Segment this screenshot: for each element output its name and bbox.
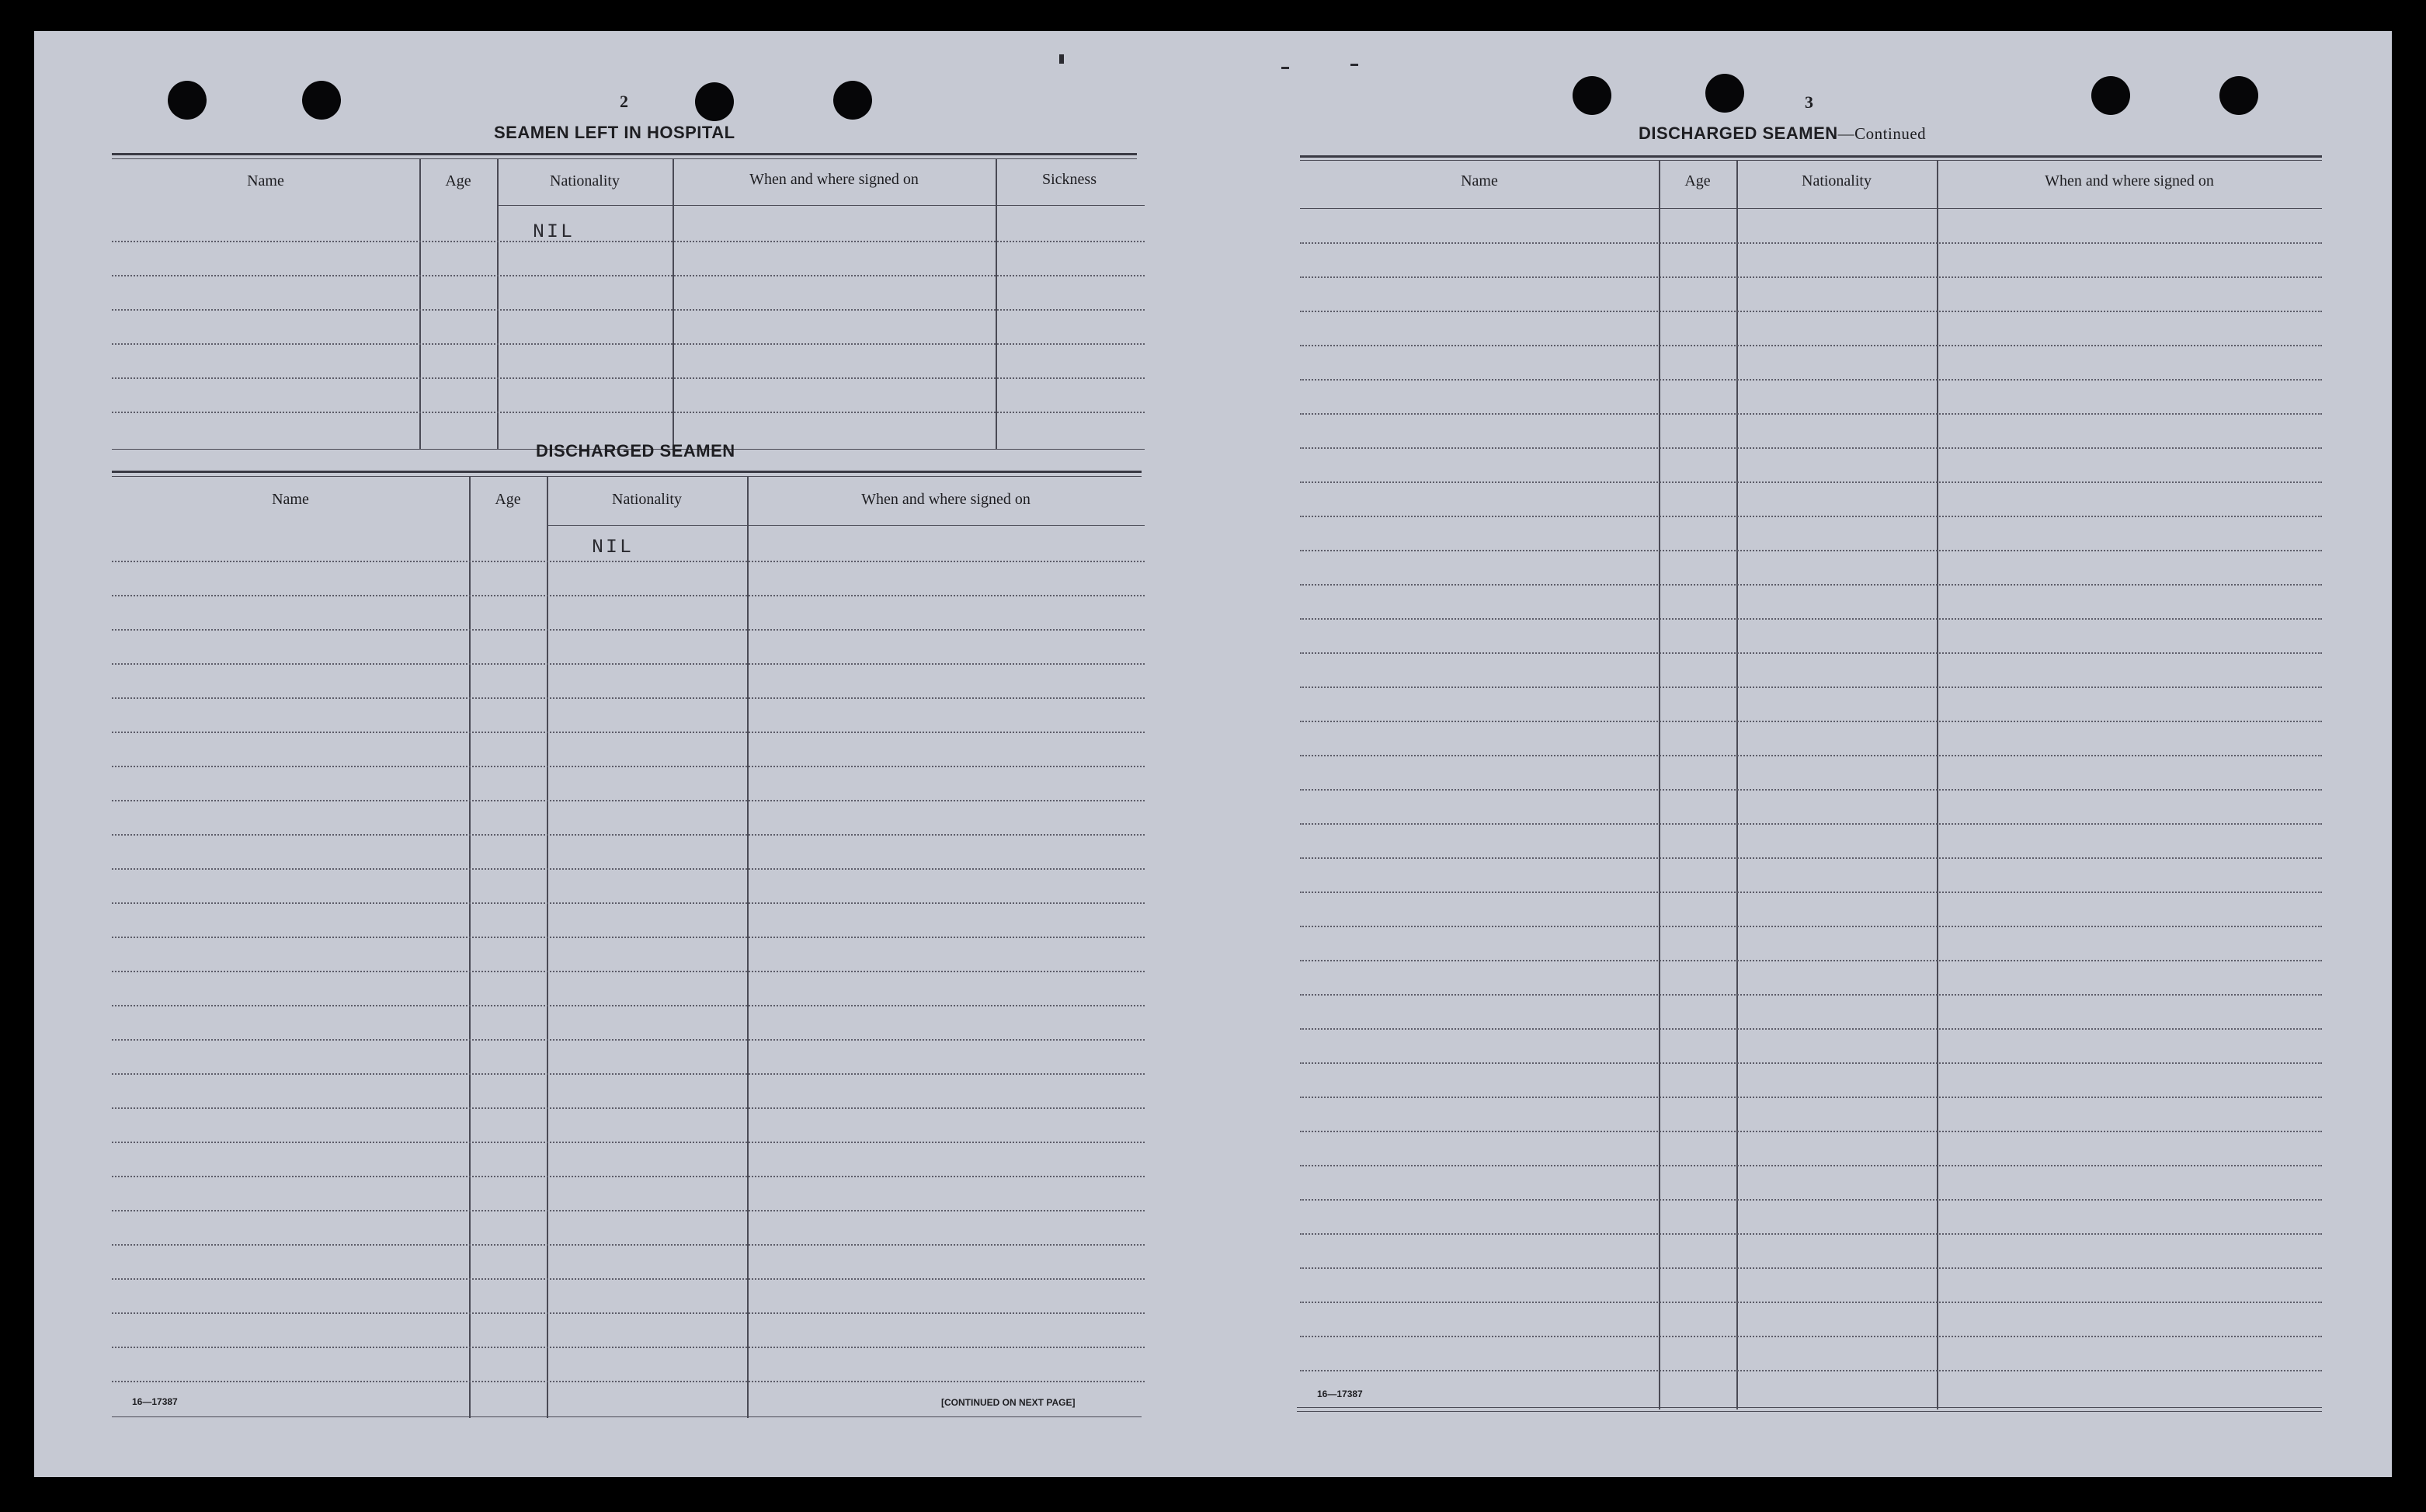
- discharged-nationality-entry: NIL: [592, 536, 634, 558]
- continued-row-line: [1300, 379, 2322, 381]
- punch-hole: [1705, 74, 1744, 113]
- hospital-col-nationality: Nationality: [550, 172, 620, 189]
- scan-speck: [1350, 64, 1358, 66]
- continued-row-line: [1300, 1233, 2322, 1235]
- page-number-right: 3: [1805, 92, 1813, 112]
- discharged-header-underline: [547, 525, 1145, 526]
- discharged-table-top-rule: [112, 471, 1142, 473]
- discharged-row-line: [112, 902, 1145, 904]
- continued-row-line: [1300, 994, 2322, 996]
- continued-row-line: [1300, 789, 2322, 791]
- discharged-row-line: [112, 595, 1145, 596]
- hospital-nationality-entry: NIL: [533, 221, 575, 243]
- continued-row-line: [1300, 1165, 2322, 1166]
- discharged-col-age: Age: [495, 491, 521, 508]
- continued-row-line: [1300, 686, 2322, 688]
- continued-row-line: [1300, 550, 2322, 551]
- hospital-col-divider: [497, 159, 499, 449]
- hospital-col-divider: [673, 159, 674, 449]
- punch-hole: [2091, 76, 2130, 115]
- continued-table-bottom-rule-2: [1297, 1411, 2322, 1412]
- hospital-table-top-rule-2: [112, 158, 1137, 159]
- document-sheet: [34, 31, 2392, 1477]
- hospital-header-underline: [497, 205, 1145, 206]
- continued-row-line: [1300, 721, 2322, 722]
- discharged-row-line: [112, 561, 1145, 562]
- discharged-row-line: [112, 1039, 1145, 1041]
- continued-table-top-rule: [1300, 155, 2322, 158]
- continued-row-line: [1300, 413, 2322, 415]
- punch-hole: [2219, 76, 2258, 115]
- hospital-col-divider: [996, 159, 997, 449]
- discharged-row-line: [112, 868, 1145, 870]
- continued-col-divider: [1937, 161, 1938, 1409]
- discharged-row-line: [112, 1312, 1145, 1314]
- discharged-row-line: [112, 971, 1145, 972]
- continued-row-line: [1300, 1302, 2322, 1303]
- continued-row-line: [1300, 960, 2322, 961]
- hospital-col-signed-on: When and where signed on: [749, 171, 919, 188]
- discharged-row-line: [112, 1176, 1145, 1177]
- left-form-number: 16—17387: [132, 1396, 178, 1407]
- punch-hole: [302, 81, 341, 120]
- continued-row-line: [1300, 755, 2322, 756]
- hospital-table-top-rule: [112, 153, 1137, 155]
- continued-row-line: [1300, 447, 2322, 449]
- continued-row-line: [1300, 857, 2322, 859]
- discharged-table-bottom-rule: [112, 1416, 1142, 1417]
- continued-row-line: [1300, 1267, 2322, 1269]
- hospital-col-age: Age: [445, 172, 471, 189]
- discharged-row-line: [112, 766, 1145, 767]
- hospital-col-divider: [419, 159, 421, 449]
- continued-row-line: [1300, 618, 2322, 620]
- discharged-row-line: [112, 1347, 1145, 1348]
- discharged-continued-title-main: DISCHARGED SEAMEN: [1639, 123, 1838, 143]
- punch-hole: [1573, 76, 1611, 115]
- discharged-row-line: [112, 629, 1145, 631]
- continued-row-line: [1300, 1097, 2322, 1098]
- continued-row-line: [1300, 926, 2322, 927]
- continued-col-signed-on: When and where signed on: [2045, 172, 2214, 189]
- discharged-col-divider: [747, 477, 749, 1418]
- continued-row-line: [1300, 1199, 2322, 1201]
- continued-row-line: [1300, 242, 2322, 244]
- discharged-col-nationality: Nationality: [612, 491, 682, 508]
- discharged-row-line: [112, 1107, 1145, 1109]
- hospital-row-line: [112, 412, 1145, 413]
- continued-row-line: [1300, 1062, 2322, 1064]
- continued-header-underline: [1300, 208, 2322, 209]
- continued-table-top-rule-2: [1300, 160, 2322, 161]
- scan-speck: [1059, 54, 1064, 64]
- discharged-row-line: [112, 1142, 1145, 1143]
- continued-col-divider: [1736, 161, 1738, 1409]
- continued-row-line: [1300, 1370, 2322, 1371]
- continued-row-line: [1300, 823, 2322, 825]
- continued-note: [CONTINUED ON NEXT PAGE]: [941, 1397, 1076, 1408]
- continued-row-line: [1300, 652, 2322, 654]
- discharged-col-name: Name: [272, 491, 309, 508]
- continued-row-line: [1300, 1028, 2322, 1030]
- discharged-row-line: [112, 937, 1145, 938]
- page-number-left: 2: [620, 92, 628, 111]
- hospital-row-line: [112, 241, 1145, 242]
- discharged-row-line: [112, 697, 1145, 699]
- discharged-row-line: [112, 1278, 1145, 1280]
- punch-hole: [833, 81, 872, 120]
- hospital-section-title: SEAMEN LEFT IN HOSPITAL: [494, 123, 735, 142]
- punch-hole: [695, 82, 734, 121]
- punch-hole: [168, 81, 207, 120]
- continued-row-line: [1300, 276, 2322, 278]
- discharged-continued-title: [1639, 123, 1926, 144]
- discharged-row-line: [112, 1244, 1145, 1246]
- discharged-col-divider: [547, 477, 548, 1418]
- continued-col-divider: [1659, 161, 1660, 1409]
- discharged-row-line: [112, 1073, 1145, 1075]
- continued-row-line: [1300, 311, 2322, 312]
- continued-row-line: [1300, 481, 2322, 483]
- discharged-row-line: [112, 1210, 1145, 1211]
- right-form-number: 16—17387: [1317, 1389, 1363, 1399]
- continued-row-line: [1300, 584, 2322, 586]
- hospital-row-line: [112, 309, 1145, 311]
- discharged-col-signed-on: When and where signed on: [861, 491, 1031, 508]
- continued-row-line: [1300, 892, 2322, 893]
- scan-speck: [1281, 67, 1289, 69]
- discharged-section-title: DISCHARGED SEAMEN: [536, 441, 735, 461]
- discharged-row-line: [112, 1381, 1145, 1382]
- hospital-row-line: [112, 377, 1145, 379]
- discharged-row-line: [112, 663, 1145, 665]
- discharged-row-line: [112, 834, 1145, 836]
- hospital-row-line: [112, 343, 1145, 345]
- continued-col-age: Age: [1684, 172, 1711, 189]
- discharged-col-divider: [469, 477, 471, 1418]
- discharged-continued-suffix: —Continued: [1837, 124, 1927, 143]
- discharged-row-line: [112, 732, 1145, 733]
- discharged-row-line: [112, 1005, 1145, 1006]
- continued-row-line: [1300, 345, 2322, 346]
- continued-row-line: [1300, 1131, 2322, 1132]
- continued-row-line: [1300, 516, 2322, 517]
- continued-row-line: [1300, 1336, 2322, 1337]
- hospital-col-sickness: Sickness: [1042, 171, 1097, 188]
- continued-table-bottom-rule: [1297, 1407, 2322, 1408]
- continued-col-nationality: Nationality: [1802, 172, 1872, 189]
- discharged-row-line: [112, 800, 1145, 801]
- hospital-row-line: [112, 275, 1145, 276]
- continued-col-name: Name: [1461, 172, 1498, 189]
- hospital-col-name: Name: [247, 172, 284, 189]
- discharged-table-top-rule-2: [112, 476, 1142, 477]
